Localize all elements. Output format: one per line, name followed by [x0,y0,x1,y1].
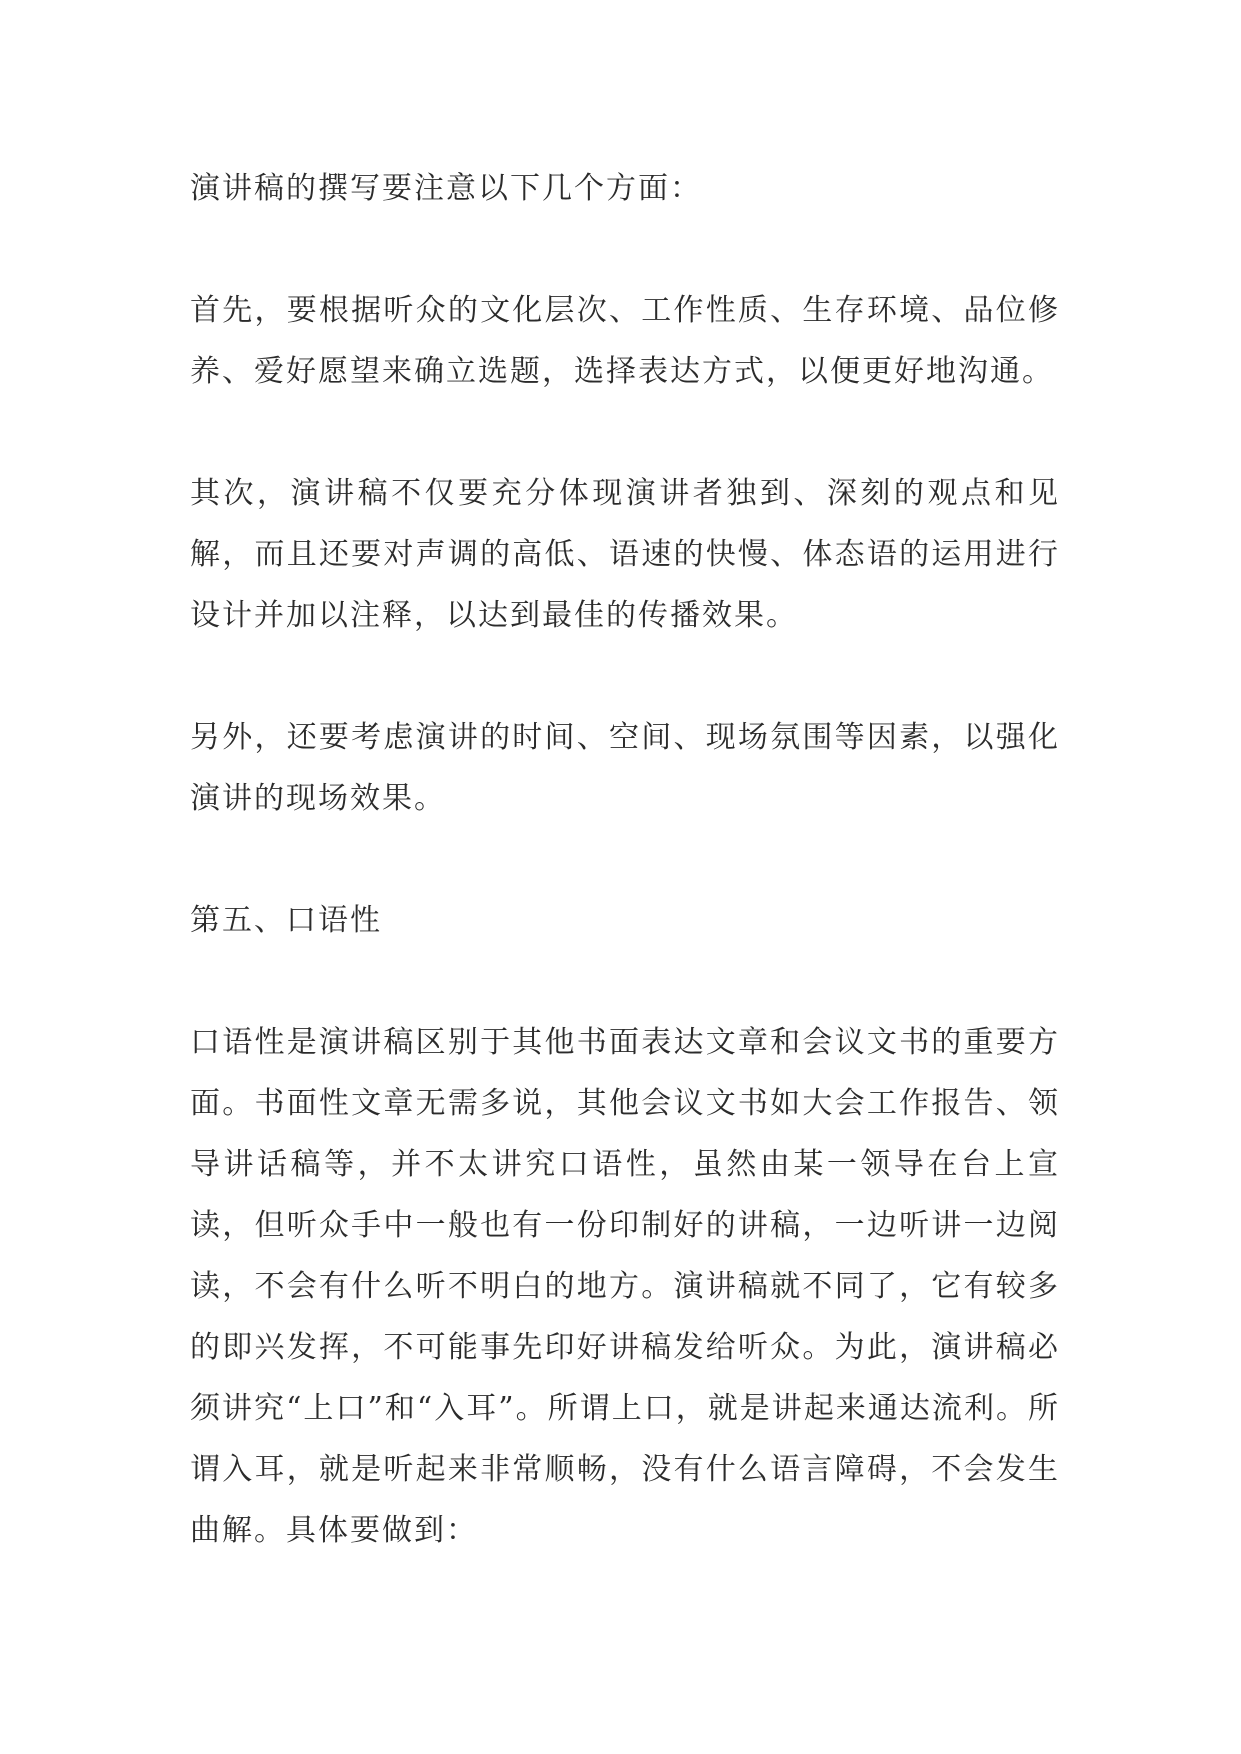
intro-paragraph: 演讲稿的撰写要注意以下几个方面： [190,171,702,206]
oral-quality-paragraph: 口语性是演讲稿区别于其他书面表达文章和会议文书的重要方面。书面性文章无需多说，其他会议文书如大会工作报告、领导讲话稿等，并不太讲究口语性，虽然由某一领导在台上宣读，但听众手中一般也有一份印制好的讲稿，一边听讲一边阅读，不会有什么听不明白的地方。演讲稿就不同了，它有较多的即兴发挥，不可能事先印好讲稿发给听众。为此，演讲稿必须讲究“上口”和“入耳”。所谓上口，就是讲起来通达流利。所谓入耳，就是听起来非常顺畅，没有什么语言障碍，不会发生曲解。具体要做到： [190,1025,1060,1548]
additional-point-paragraph: 另外，还要考虑演讲的时间、空间、现场氛围等因素，以强化演讲的现场效果。 [190,720,1060,816]
document-body [190,158,1060,1561]
second-point-paragraph: 其次，演讲稿不仅要充分体现演讲者独到、深刻的观点和见解，而且还要对声调的高低、语速的快慢、体态语的运用进行设计并加以注释，以达到最佳的传播效果。 [190,476,1060,633]
first-point-paragraph: 首先，要根据听众的文化层次、工作性质、生存环境、品位修养、爱好愿望来确立选题，选择表达方式，以便更好地沟通。 [190,293,1060,389]
section-heading: 第五、口语性 [190,903,382,938]
